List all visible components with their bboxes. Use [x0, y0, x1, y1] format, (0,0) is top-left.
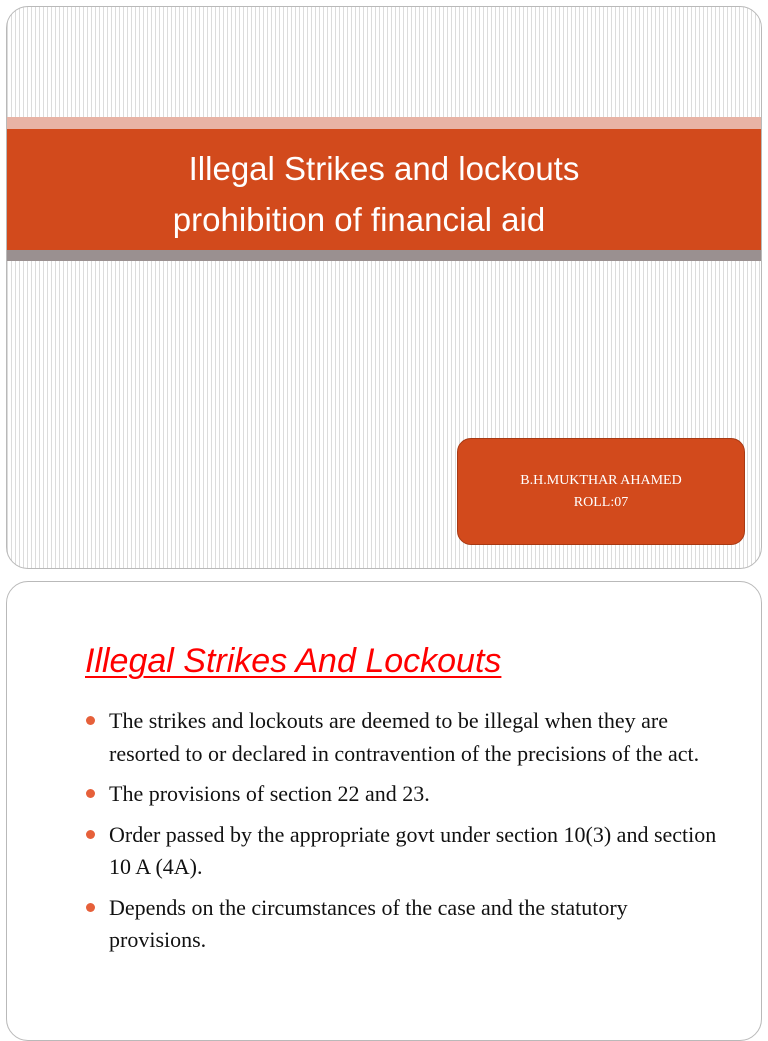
content-heading: Illegal Strikes And Lockouts	[85, 642, 502, 680]
bullet-item	[85, 892, 725, 957]
content-slide	[6, 581, 762, 1041]
slide-title-line-1: Illegal Strikes and lockouts	[188, 150, 580, 187]
bullet-text: The strikes and lockouts are deemed to be illegal when they are resorted to or declared in contravention of the precisions of the act.	[109, 708, 700, 766]
bullet-item	[85, 778, 725, 811]
bullet-text: Depends on the circumstances of the case and the statutory provisions.	[109, 894, 628, 952]
bullet-dot-icon	[86, 903, 95, 912]
bullet-dot-icon	[86, 830, 95, 839]
bullet-text: Order passed by the appropriate govt under section 10(3) and section 10 A (4A).	[109, 821, 717, 879]
title-slide	[6, 6, 762, 569]
bullet-item	[85, 705, 725, 770]
author-name: B.H.MUKTHAR AHAMED	[520, 473, 682, 488]
slide-title-line-2: prohibition of financial aid	[172, 201, 546, 238]
author-roll: ROLL:07	[573, 495, 629, 510]
bullet-list	[85, 705, 725, 965]
slide-title	[7, 143, 761, 245]
title-band-top-stripe	[7, 117, 761, 129]
title-band-bottom-stripe	[7, 250, 761, 261]
bullet-item	[85, 819, 725, 884]
bullet-dot-icon	[86, 789, 95, 798]
bullet-text: The provisions of section 22 and 23.	[109, 781, 430, 806]
bullet-dot-icon	[86, 716, 95, 725]
author-box	[457, 438, 745, 545]
